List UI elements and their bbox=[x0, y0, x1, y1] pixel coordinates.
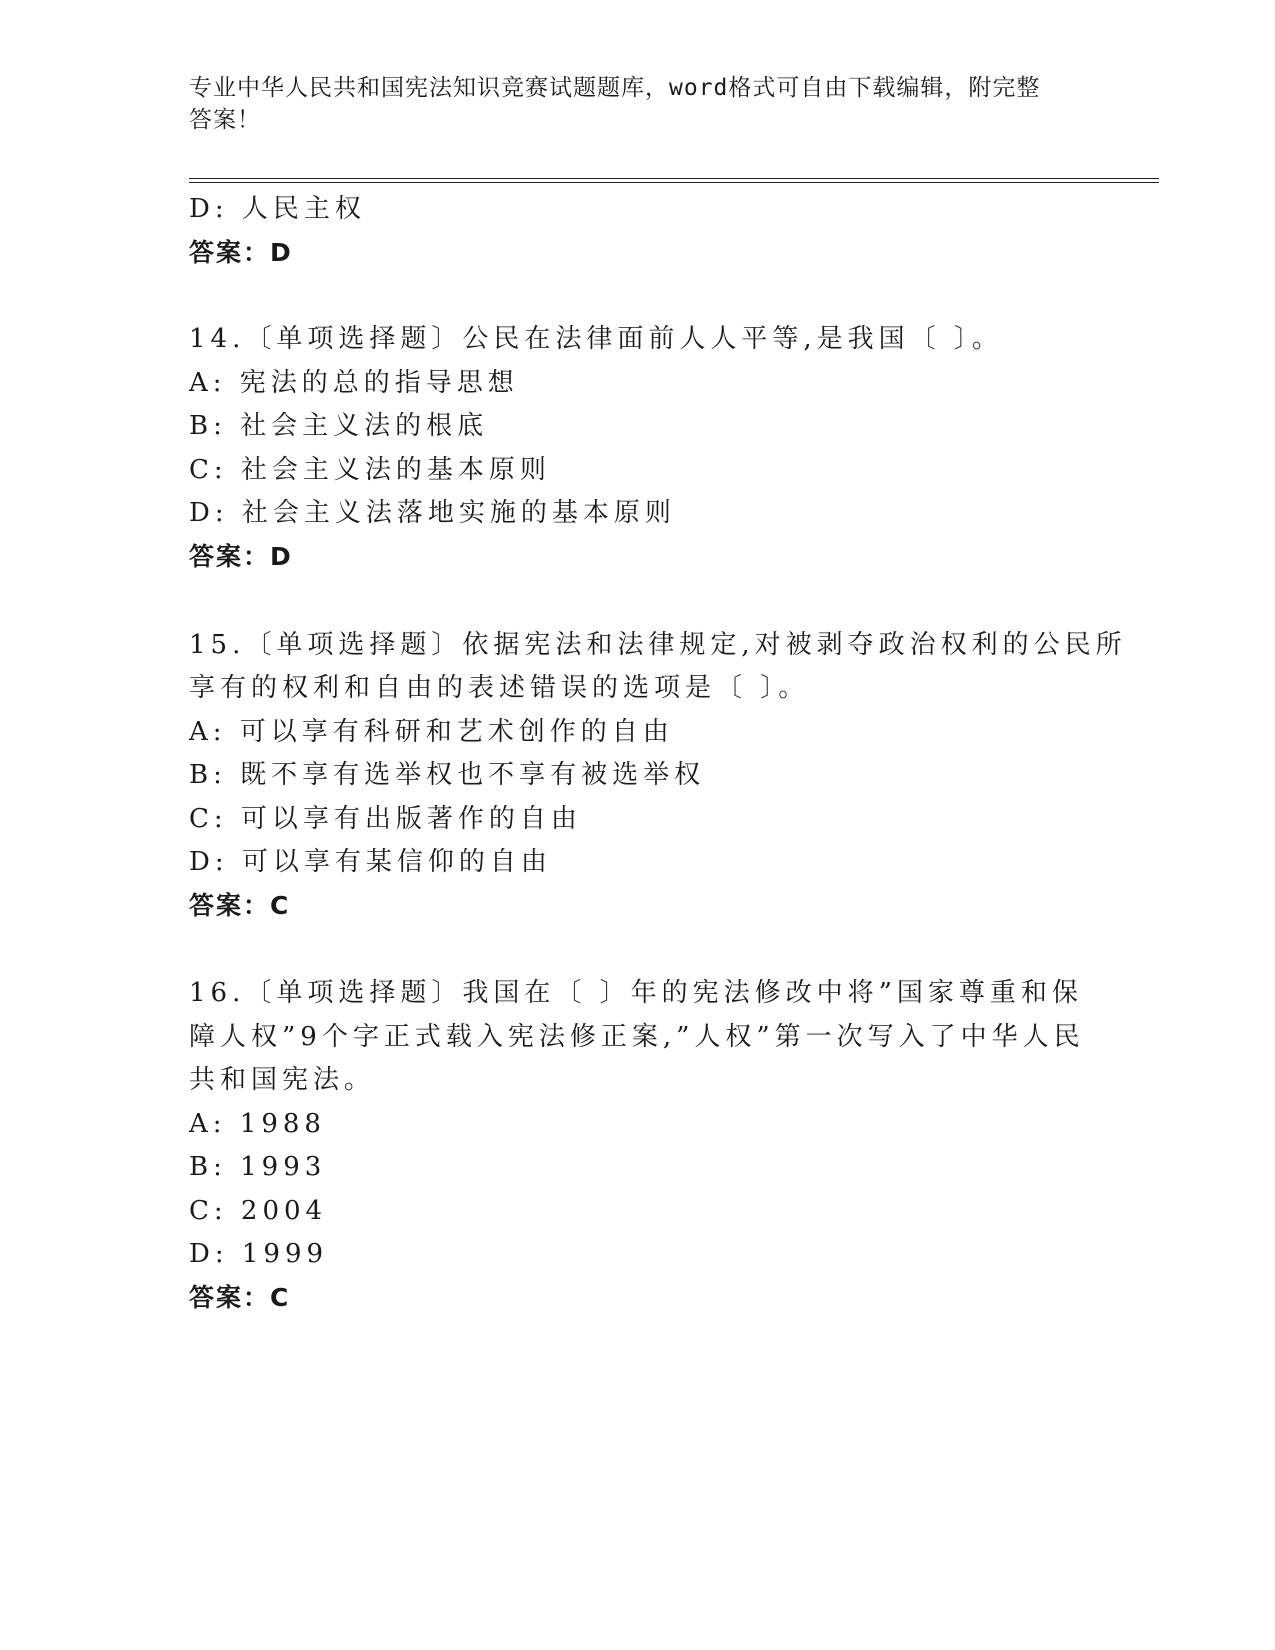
q14-answer: 答案：D bbox=[189, 542, 293, 571]
header-divider-bottom bbox=[189, 182, 1159, 183]
q15-answer: 答案：C bbox=[189, 891, 291, 920]
q14-stem-line-1: 14.〔单项选择题〕公民在法律面前人人平等,是我国〔 〕。 bbox=[189, 324, 1003, 354]
q15-option-a: A: 可以享有科研和艺术创作的自由 bbox=[189, 717, 674, 747]
q16-answer: 答案：C bbox=[189, 1283, 291, 1312]
q16-option-d: D: 1999 bbox=[189, 1239, 329, 1269]
q15-stem-line-2: 享有的权利和自由的表述错误的选项是〔 〕。 bbox=[189, 673, 810, 703]
header-divider-top bbox=[189, 178, 1159, 179]
q15-stem-line-1: 15.〔单项选择题〕依据宪法和法律规定,对被剥夺政治权利的公民所 bbox=[189, 630, 1127, 660]
header-line-1: 专业中华人民共和国宪法知识竞赛试题题库，word格式可自由下载编辑，附完整 bbox=[189, 75, 1041, 101]
q15-option-c: C: 可以享有出版著作的自由 bbox=[189, 804, 582, 834]
prev-option-d: D: 人民主权 bbox=[189, 194, 366, 224]
q15-option-b: B: 既不享有选举权也不享有被选举权 bbox=[189, 760, 706, 790]
q14-option-a: A: 宪法的总的指导思想 bbox=[189, 368, 519, 398]
header-note bbox=[189, 72, 1089, 136]
header-line-2: 答案！ bbox=[189, 107, 261, 133]
q16-option-c: C: 2004 bbox=[189, 1196, 328, 1226]
q16-stem-line-2: 障人权”9个字正式载入宪法修正案,”人权”第一次写入了中华人民 bbox=[189, 1022, 1085, 1052]
q14-option-c: C: 社会主义法的基本原则 bbox=[189, 455, 551, 485]
q16-stem-line-1: 16.〔单项选择题〕我国在〔 〕年的宪法修改中将”国家尊重和保 bbox=[189, 978, 1083, 1008]
q16-option-a: A: 1988 bbox=[189, 1109, 326, 1139]
prev-answer: 答案：D bbox=[189, 238, 293, 267]
q14-option-d: D: 社会主义法落地实施的基本原则 bbox=[189, 498, 676, 528]
q16-option-b: B: 1993 bbox=[189, 1152, 327, 1182]
q15-option-d: D: 可以享有某信仰的自由 bbox=[189, 847, 552, 877]
q16-stem-line-3: 共和国宪法。 bbox=[189, 1065, 376, 1095]
q14-option-b: B: 社会主义法的根底 bbox=[189, 411, 489, 441]
